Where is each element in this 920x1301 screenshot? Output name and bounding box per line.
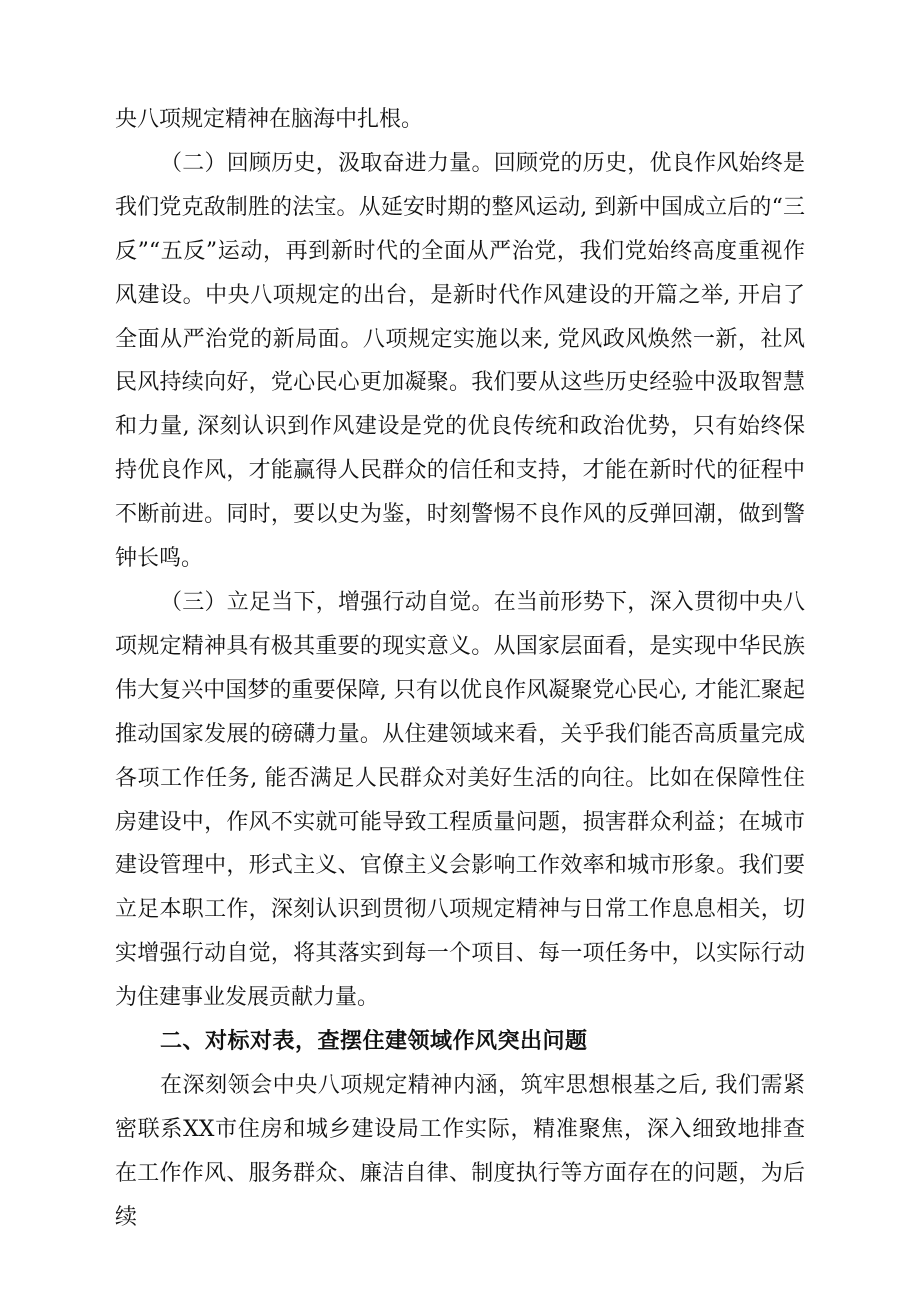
paragraph-stand-present: （三）立足当下，增强行动自觉。在当前形势下，深入贯彻中央八项规定精神具有极其重要的现实意义。从国家层面看，是实现中华民族伟大复兴中国梦的重要保障, 只有以优良作风凝聚党心民心, 才能汇聚起推动国家发展的磅礴力量。从住建领域来看，关乎我们能否高质量完成各项工作任务, 能否满足人民群众对美好生活的向往。比如在保障性住房建设中，作风不实就可能导致工程质量问题，损害群众利益；在城市建设管理中，形式主义、官僚主义会影响工作效率和城市形象。我们要立足本职工作，深刻认识到贯彻八项规定精神与日常工作息息相关，切实增强行动自觉，将其落实到每一个项目、每一项任务中，以实际行动为住建事业发展贡献力量。 xyxy=(115,589,805,1011)
document-body xyxy=(115,98,805,1240)
paragraph-review-history: （二）回顾历史，汲取奋进力量。回顾党的历史，优良作风始终是我们党克敌制胜的法宝。从延安时期的整风运动, 到新中国成立后的“三反”“五反”运动，再到新时代的全面从严治党，我们党始终高度重视作风建设。中央八项规定的出台，是新时代作风建设的开篇之举, 开启了全面从严治党的新局面。八项规定实施以来, 党风政风焕然一新，社风民风持续向好，党心民心更加凝聚。我们要从这些历史经验中汲取智慧和力量, 深刻认识到作风建设是党的优良传统和政治优势，只有始终保持优良作风，才能赢得人民群众的信任和支持，才能在新时代的征程中不断前进。同时，要以史为鉴，时刻警惕不良作风的反弹回潮，做到警钟长鸣。 xyxy=(115,150,805,572)
section-heading: 二、对标对表，查摆住建领域作风突出问题 xyxy=(160,1029,588,1055)
paragraph-continuation: 央八项规定精神在脑海中扎根。 xyxy=(115,107,424,132)
paragraph-section-intro: 在深刻领会中央八项规定精神内涵，筑牢思想根基之后, 我们需紧密联系XX市住房和城乡建设局工作实际，精准聚焦，深入细致地排查在工作作风、服务群众、廉洁自律、制度执行等方面存在的问题，为后续 xyxy=(115,1072,805,1230)
